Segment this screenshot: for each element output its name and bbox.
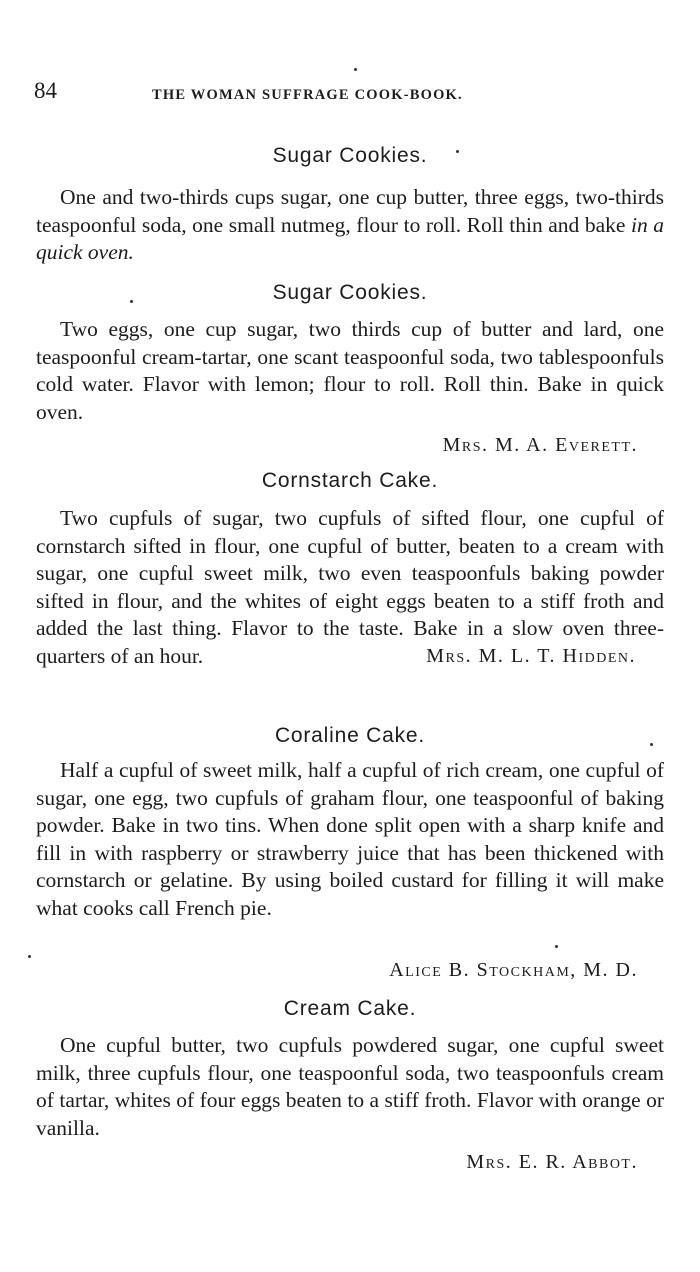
recipe-body: Two eggs, one cup sugar, two thirds cup of butter and lard, one teaspoonful cream-tartar, one scant teaspoonful soda, two tablespoonfuls cold water. Flavor with lemon; flour to roll. Roll thin. Bake in quick oven. — [36, 317, 664, 424]
print-speck — [555, 945, 558, 948]
running-title: THE WOMAN SUFFRAGE COOK-BOOK. — [152, 87, 463, 103]
recipe-author: Mrs. M. A. Everett. — [442, 434, 638, 456]
recipe-body: One cupful butter, two cupfuls powdered sugar, one cupful sweet milk, three cupfuls flour, one teaspoonful soda, two teaspoonfuls cream of tartar, whites of four eggs beaten to a stiff froth. Flavor with orange or vanilla. — [36, 1033, 664, 1140]
recipe-italic-text: in a quick oven. — [36, 212, 664, 265]
print-speck — [28, 955, 31, 958]
recipe-title: Coraline Cake. — [274, 724, 426, 747]
recipe-body: Half a cupful of sweet milk, half a cupful of rich cream, one cupful of sugar, one egg, two cupfuls of graham flour, one teaspoonful of baking powder. Bake in two tins. When done split open with a sharp knife and fill in with raspberry or strawberry juice that has been thickened with cornstarch or gelatine. By using boiled custard for filling it will make what cooks call French pie. — [36, 758, 664, 920]
recipe-body — [36, 184, 664, 267]
recipe-body — [36, 505, 664, 671]
recipe-title: Sugar Cookies. — [272, 144, 428, 167]
recipe-title: Cornstarch Cake. — [261, 469, 439, 492]
print-speck — [354, 68, 357, 71]
recipe-author: Mrs. E. R. Abbot. — [466, 1151, 638, 1173]
print-speck — [130, 300, 133, 303]
recipe-author: Alice B. Stockham, M. D. — [389, 959, 638, 981]
print-speck — [456, 150, 459, 153]
print-speck — [650, 743, 653, 746]
recipe-author: Mrs. M. L. T. Hidden. — [426, 644, 636, 667]
recipe-title: Sugar Cookies. — [272, 281, 428, 304]
recipe-text: Two cupfuls of sugar, two cupfuls of sifted flour, one cupful of cornstarch sifted in flour, one cupful of butter, beaten to a cream with sugar, one cupful sweet milk, two even teaspoonfuls baking powder sifted in flour, and the whites of eight eggs beaten to a stiff froth and added the last thing. Flavor to the taste. Bake in a slow oven three-quarters of an hour. — [36, 506, 664, 668]
page-header — [34, 78, 659, 108]
recipe-text: One and two-thirds cups sugar, one cup butter, three eggs, two-thirds teaspoonful soda, one small nutmeg, flour to roll. Roll thin and bake — [36, 185, 664, 237]
page-number: 84 — [34, 78, 57, 103]
recipe-title: Cream Cake. — [283, 997, 417, 1020]
